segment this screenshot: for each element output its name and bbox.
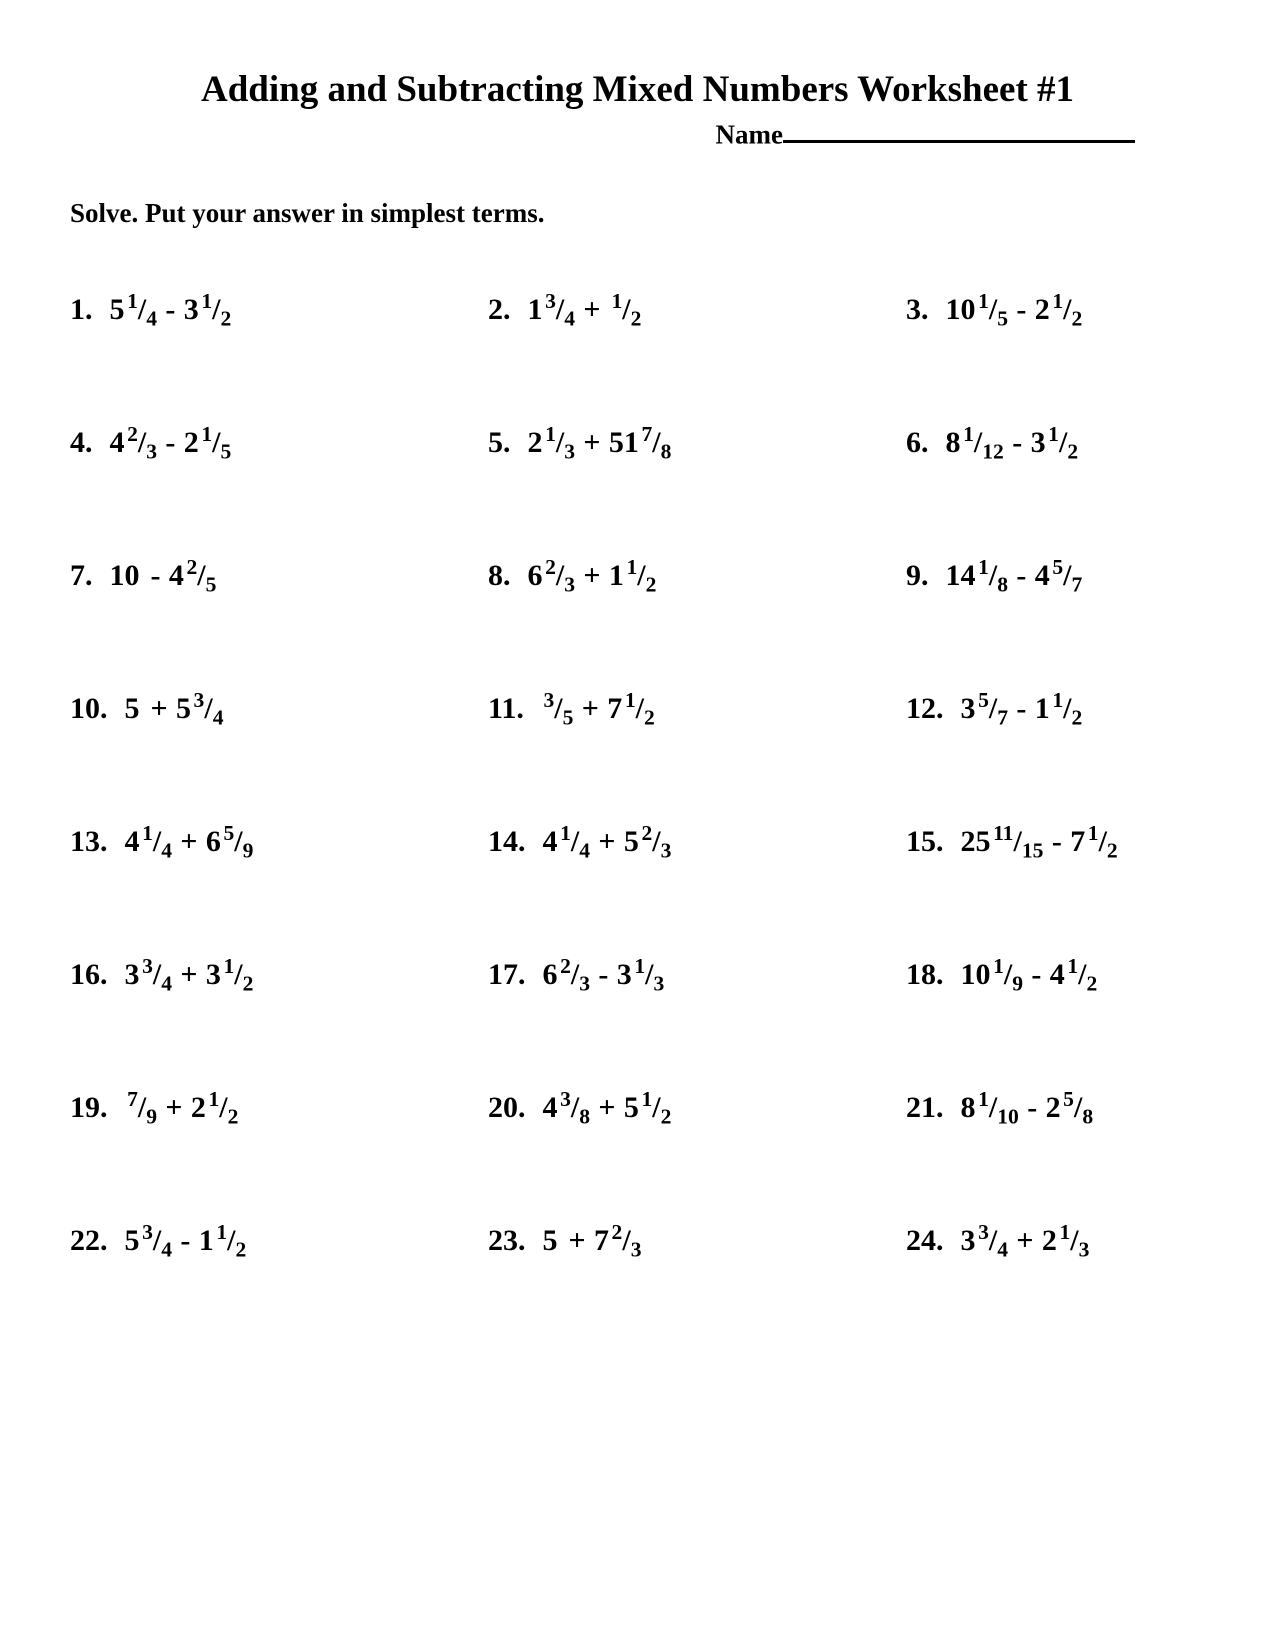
operator-sign: + [165,1090,183,1124]
name-row [0,115,1135,150]
problem [70,908,488,1041]
first-numerator: 2 [545,555,556,580]
problem-number: 1. [70,292,93,326]
first-fraction-slash: / [137,292,147,326]
second-fraction-slash: / [1078,957,1087,991]
second-denominator: 8 [1082,1104,1094,1129]
problem [906,243,1275,376]
second-fraction-slash: / [234,824,243,858]
second-numerator: 1 [611,289,623,314]
second-fraction-slash: / [234,957,243,991]
second-numerator: 2 [641,821,653,846]
second-fraction-slash: / [204,691,213,725]
problem [906,1174,1275,1307]
problem-number: 21. [906,1090,944,1124]
first-denominator: 3 [146,439,158,464]
second-denominator: 2 [242,971,254,996]
problem-number: 5. [488,425,511,459]
first-fraction-slash: / [988,1223,998,1257]
first-numerator: 3 [560,1087,571,1112]
problem-number: 17. [488,957,526,991]
first-denominator: 4 [564,306,576,331]
operator-sign: + [598,824,616,858]
second-numerator: 1 [624,688,636,713]
problem-expression [124,688,224,730]
first-fraction-slash: / [152,1223,162,1257]
first-numerator: 1 [127,289,138,314]
operator-sign: + [180,957,198,991]
operator-sign: + [583,292,601,326]
problem-expression [960,954,1098,996]
second-fraction-slash: / [1063,292,1072,326]
problem [70,243,488,376]
first-numerator: 7 [127,1087,138,1112]
operator-sign: - [1027,1090,1038,1124]
second-fraction-slash: / [635,691,644,725]
second-fraction-slash: / [227,1223,236,1257]
problems-grid [0,243,1275,1307]
problem-expression [542,1220,642,1262]
problem-number: 10. [70,691,108,725]
first-numerator: 1 [978,289,989,314]
first-whole: 10 [960,957,991,991]
first-fraction-slash: / [137,1090,147,1124]
second-fraction-slash: / [622,1223,631,1257]
second-numerator: 2 [611,1220,623,1245]
first-fraction-slash: / [555,558,565,592]
first-numerator: 5 [978,688,989,713]
second-numerator: 1 [1052,289,1064,314]
operator-sign: + [598,1090,616,1124]
first-fraction-slash: / [988,558,998,592]
problem-expression [124,821,254,863]
second-denominator: 2 [630,306,642,331]
second-numerator: 5 [223,821,235,846]
first-denominator: 4 [146,306,158,331]
first-whole: 5 [124,691,140,725]
problem-expression [960,821,1118,863]
second-fraction-slash: / [219,1090,228,1124]
problem [906,509,1275,642]
first-denominator: 4 [161,1237,173,1262]
second-numerator: 2 [186,555,198,580]
first-denominator: 3 [579,971,591,996]
problem-number: 2. [488,292,511,326]
problem-number: 18. [906,957,944,991]
first-numerator: 1 [963,422,974,447]
operator-sign: - [598,957,609,991]
second-whole: 2 [1041,1223,1057,1257]
first-denominator: 4 [161,971,173,996]
first-fraction-slash: / [988,691,998,725]
first-numerator: 3 [978,1220,989,1245]
first-whole: 1 [527,292,543,326]
operator-sign: - [1016,691,1027,725]
operator-sign: - [180,1223,191,1257]
first-denominator: 12 [982,439,1004,464]
problem-expression [527,555,657,597]
problem-number: 24. [906,1223,944,1257]
second-whole: 4 [168,558,184,592]
second-whole: 5 [623,1090,639,1124]
first-fraction-slash: / [555,425,565,459]
operator-sign: + [583,558,601,592]
second-numerator: 1 [216,1220,228,1245]
first-denominator: 5 [997,306,1009,331]
problem [70,775,488,908]
first-fraction-slash: / [152,957,162,991]
first-numerator: 1 [545,422,556,447]
second-denominator: 3 [653,971,665,996]
second-numerator: 1 [626,555,638,580]
problem [70,642,488,775]
second-whole: 51 [608,425,639,459]
problem-number: 20. [488,1090,526,1124]
first-fraction-slash: / [570,1090,580,1124]
operator-sign: + [581,691,599,725]
second-numerator: 1 [1048,422,1059,447]
second-whole: 2 [1034,292,1050,326]
second-whole: 3 [183,292,199,326]
first-numerator: 3 [543,688,555,713]
second-whole: 3 [616,957,632,991]
problem [488,509,906,642]
problem-number: 9. [906,558,929,592]
second-whole: 4 [1034,558,1050,592]
problem [906,376,1275,509]
second-fraction-slash: / [1070,1223,1079,1257]
operator-sign: + [150,691,168,725]
first-whole: 6 [542,957,558,991]
second-denominator: 2 [645,572,657,597]
first-whole: 5 [124,1223,140,1257]
second-fraction-slash: / [1063,558,1072,592]
problem-number: 13. [70,824,108,858]
problem [488,642,906,775]
second-numerator: 1 [1052,688,1064,713]
second-whole: 1 [198,1223,214,1257]
second-fraction-slash: / [652,1090,661,1124]
second-numerator: 7 [641,422,653,447]
second-whole: 2 [1045,1090,1061,1124]
first-denominator: 8 [579,1104,591,1129]
problem [70,1041,488,1174]
second-whole: 7 [607,691,623,725]
problem-expression [960,688,1083,730]
first-numerator: 3 [142,1220,153,1245]
second-denominator: 2 [1067,439,1079,464]
first-denominator: 10 [997,1104,1019,1129]
first-whole: 3 [124,957,140,991]
first-whole: 6 [527,558,543,592]
first-whole: 5 [109,292,125,326]
second-fraction-slash: / [637,558,646,592]
second-numerator: 1 [201,422,213,447]
operator-sign: - [1016,558,1027,592]
second-denominator: 9 [242,838,254,863]
problem-expression [542,821,672,863]
first-whole: 8 [960,1090,976,1124]
problem [488,376,906,509]
first-whole: 4 [542,824,558,858]
first-fraction-slash: / [973,425,983,459]
second-whole: 6 [205,824,221,858]
second-fraction-slash: / [645,957,654,991]
problem [488,908,906,1041]
first-whole: 10 [109,558,140,592]
second-numerator: 1 [1059,1220,1071,1245]
operator-sign: + [568,1223,586,1257]
first-whole: 25 [960,824,991,858]
first-fraction-slash: / [570,957,580,991]
problem-number: 11. [488,691,524,725]
problem [906,775,1275,908]
problem-expression [109,555,217,597]
first-fraction-slash: / [570,824,580,858]
problem [906,1041,1275,1174]
first-whole: 3 [960,1223,976,1257]
second-whole: 2 [183,425,199,459]
problem-number: 15. [906,824,944,858]
problem-expression [945,422,1079,464]
first-whole: 4 [542,1090,558,1124]
problem-number: 16. [70,957,108,991]
second-fraction-slash: / [1063,691,1072,725]
second-numerator: 1 [208,1087,220,1112]
problem-expression [125,1087,239,1129]
operator-sign: + [1016,1223,1034,1257]
problem [488,243,906,376]
problem-number: 7. [70,558,93,592]
first-whole: 2 [527,425,543,459]
first-whole: 5 [542,1223,558,1257]
first-numerator: 2 [127,422,138,447]
problem [488,1041,906,1174]
page-title: Adding and Subtracting Mixed Numbers Worksheet #1 [200,69,1075,110]
second-numerator: 1 [223,954,235,979]
second-fraction-slash: / [1058,425,1068,459]
problem-expression [945,555,1083,597]
second-denominator: 4 [212,705,224,730]
problem [70,376,488,509]
second-whole: 2 [190,1090,206,1124]
problem-number: 23. [488,1223,526,1257]
problem-number: 8. [488,558,511,592]
problem-number: 4. [70,425,93,459]
first-denominator: 3 [564,439,576,464]
second-whole: 3 [1030,425,1046,459]
problem-expression [541,688,655,730]
first-denominator: 4 [161,838,173,863]
second-denominator: 3 [660,838,672,863]
problem-expression [527,289,642,331]
problem-expression [109,422,232,464]
second-whole: 5 [623,824,639,858]
first-denominator: 9 [1012,971,1024,996]
second-denominator: 3 [1078,1237,1090,1262]
first-numerator: 1 [978,1087,989,1112]
problem-number: 14. [488,824,526,858]
first-denominator: 3 [564,572,576,597]
second-fraction-slash: / [1098,824,1107,858]
second-fraction-slash: / [212,292,221,326]
first-numerator: 3 [142,954,153,979]
second-whole: 7 [593,1223,609,1257]
problem [488,775,906,908]
second-denominator: 2 [220,306,232,331]
second-numerator: 1 [634,954,646,979]
second-fraction-slash: / [652,425,661,459]
second-fraction-slash: / [622,292,631,326]
operator-sign: - [1016,292,1027,326]
first-denominator: 15 [1021,838,1044,863]
first-whole: 3 [960,691,976,725]
second-denominator: 8 [660,439,672,464]
second-numerator: 1 [1087,821,1099,846]
problem [488,1174,906,1307]
second-fraction-slash: / [197,558,206,592]
first-fraction-slash: / [1013,824,1022,858]
problem-number: 22. [70,1223,108,1257]
problem-expression [960,1220,1090,1262]
first-numerator: 11 [993,821,1014,846]
operator-sign: - [1012,425,1023,459]
first-numerator: 3 [545,289,556,314]
first-denominator: 5 [562,705,574,730]
operator-sign: - [165,425,176,459]
problem [70,1174,488,1307]
problem [906,908,1275,1041]
second-numerator: 5 [1052,555,1064,580]
problem-number: 12. [906,691,944,725]
second-denominator: 2 [1106,838,1118,863]
problem-expression [542,954,665,996]
second-denominator: 7 [1071,572,1083,597]
name-label: Name [715,119,783,150]
second-whole: 7 [1070,824,1086,858]
second-fraction-slash: / [212,425,221,459]
problem [70,509,488,642]
first-whole: 4 [124,824,140,858]
problem-expression [945,289,1083,331]
problem-expression [960,1087,1094,1129]
second-denominator: 2 [1071,306,1083,331]
first-denominator: 8 [997,572,1009,597]
second-denominator: 5 [220,439,232,464]
second-numerator: 3 [193,688,205,713]
second-fraction-slash: / [1073,1090,1083,1124]
first-numerator: 2 [560,954,571,979]
second-whole: 5 [175,691,191,725]
operator-sign: - [165,292,176,326]
first-fraction-slash: / [988,292,998,326]
first-fraction-slash: / [988,1090,998,1124]
first-whole: 14 [945,558,976,592]
second-denominator: 2 [1086,971,1098,996]
second-whole: 1 [608,558,624,592]
second-denominator: 2 [1071,705,1083,730]
second-denominator: 2 [227,1104,239,1129]
second-whole: 4 [1049,957,1065,991]
first-denominator: 4 [579,838,591,863]
second-denominator: 2 [235,1237,247,1262]
first-denominator: 7 [997,705,1009,730]
first-fraction-slash: / [152,824,162,858]
first-whole: 10 [945,292,976,326]
problem-number: 19. [70,1090,108,1124]
second-denominator: 2 [643,705,655,730]
first-whole: 8 [945,425,961,459]
second-numerator: 1 [1067,954,1079,979]
first-fraction-slash: / [137,425,147,459]
problem-number: 6. [906,425,929,459]
operator-sign: - [1031,957,1042,991]
problem-expression [542,1087,672,1129]
first-denominator: 4 [997,1237,1009,1262]
first-numerator: 1 [142,821,153,846]
first-whole: 4 [109,425,125,459]
first-numerator: 1 [993,954,1004,979]
second-numerator: 1 [201,289,213,314]
operator-sign: + [583,425,601,459]
instructions-text: Solve. Put your answer in simplest terms. [70,198,545,229]
problem-expression [124,954,254,996]
second-whole: 1 [1034,691,1050,725]
operator-sign: - [1051,824,1062,858]
operator-sign: + [180,824,198,858]
first-numerator: 1 [978,555,989,580]
first-fraction-slash: / [555,292,565,326]
name-blank-line [783,115,1135,143]
problem-expression [527,422,672,464]
first-numerator: 1 [560,821,571,846]
problem-number: 3. [906,292,929,326]
problem-expression [109,289,232,331]
second-fraction-slash: / [652,824,661,858]
first-fraction-slash: / [554,691,563,725]
second-denominator: 3 [630,1237,642,1262]
second-denominator: 5 [205,572,217,597]
second-numerator: 1 [641,1087,653,1112]
second-numerator: 5 [1063,1087,1074,1112]
operator-sign: - [150,558,161,592]
second-whole: 3 [205,957,221,991]
first-fraction-slash: / [1003,957,1013,991]
problem [906,642,1275,775]
problem-expression [124,1220,247,1262]
first-denominator: 9 [146,1104,158,1129]
second-denominator: 2 [660,1104,672,1129]
